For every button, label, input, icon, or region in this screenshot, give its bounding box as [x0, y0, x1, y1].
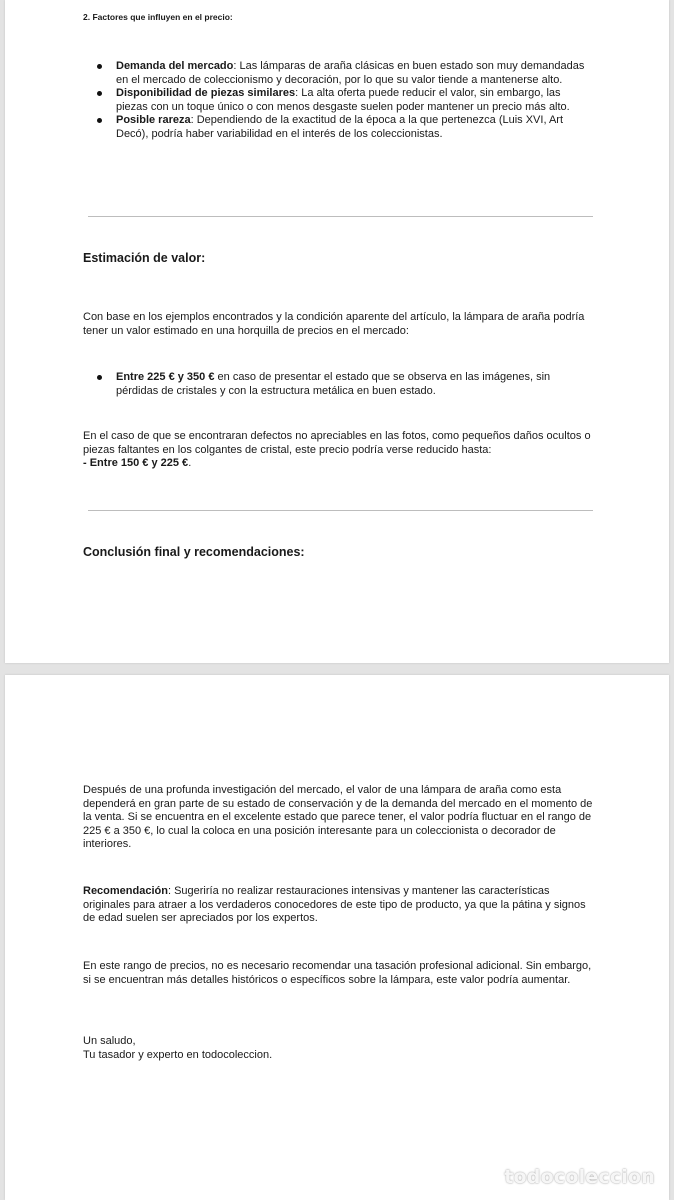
estimation-intro: Con base en los ejemplos encontrados y la condición aparente del artículo, la lámpara de araña podría tener un valor estimado en una horquilla de precios en el mercado:	[83, 311, 585, 337]
factors-heading: 2. Factores que influyen en el precio:	[83, 12, 233, 22]
signature: Tu tasador y experto en todocoleccion.	[83, 1048, 273, 1061]
factor-text: : La alta oferta puede reducir el valor, sin embargo, las piezas con un toque único o con menos desgaste suelen poder mantener un precio más alto.	[116, 87, 570, 113]
list-item	[83, 87, 593, 114]
factor-text: : Las lámparas de araña clásicas en buen estado son muy demandadas en el mercado de coleccionismo y decoración, por lo que su valor tiende a mantenerse alto.	[116, 60, 585, 86]
factor-title: Disponibilidad de piezas similares	[116, 87, 296, 99]
conclusion-text: Después de una profunda investigación del mercado, el valor de una lámpara de araña como esta dependerá en gran parte de su estado de conservación y de la demanda del mercado en el momento de la venta. Si se encuentra en el excelente estado que parece tener, el valor podría fluctuar en el rango de 225 € a 350 €, lo cual la coloca en una posición interesante para un coleccionista o decorador de interiores.	[83, 784, 593, 850]
recommendation-text: : Sugeriría no realizar restauraciones intensivas y mantener las características originales para atraer a los verdaderos conocedores de este tipo de producto, ya que la pátina y signos de edad suelen ser apreciados por los expertos.	[83, 885, 586, 924]
defects-text: En el caso de que se encontraran defectos no apreciables en las fotos, como pequeños daños ocultos o piezas faltantes en los colgantes de cristal, este precio podría verse reducido hasta:	[83, 430, 591, 456]
estimation-range: Entre 225 € y 350 €	[116, 371, 215, 383]
divider	[88, 510, 593, 511]
factors-list	[83, 60, 593, 141]
appraisal-text: En este rango de precios, no es necesario recomendar una tasación profesional adicional. Sin embargo, si se encuentran más detalles históricos o específicos sobre la lámpara, este valor podría aumentar.	[83, 960, 592, 986]
list-item	[83, 60, 593, 87]
defects-range: - Entre 150 € y 225 €	[83, 457, 189, 469]
recommendation-label: Recomendación	[83, 885, 168, 897]
todocoleccion-watermark: todocoleccion	[504, 1166, 655, 1188]
factor-text: : Dependiendo de la exactitud de la época a la que pertenezca (Luis XVI, Art Decó), podría haber variabilidad en el interés de los coleccionistas.	[116, 114, 564, 140]
estimation-range-text: en caso de presentar el estado que se observa en las imágenes, sin pérdidas de cristales y con la estructura metálica en buen estado.	[116, 371, 551, 397]
document-page-2	[5, 675, 669, 1200]
estimation-heading: Estimación de valor:	[83, 251, 206, 265]
conclusion-heading: Conclusión final y recomendaciones:	[83, 545, 305, 559]
document-page-1	[5, 0, 669, 663]
list-item	[83, 371, 593, 398]
factor-title: Demanda del mercado	[116, 60, 234, 72]
sign-off-block	[83, 1035, 598, 1062]
list-item	[83, 114, 593, 141]
defects-range-end: .	[188, 457, 192, 469]
defects-paragraph	[83, 430, 598, 471]
sign-off: Un saludo,	[83, 1035, 136, 1047]
estimation-list	[83, 371, 593, 398]
divider	[88, 216, 593, 217]
recommendation-paragraph	[83, 885, 598, 926]
factor-title: Posible rareza	[116, 114, 191, 126]
